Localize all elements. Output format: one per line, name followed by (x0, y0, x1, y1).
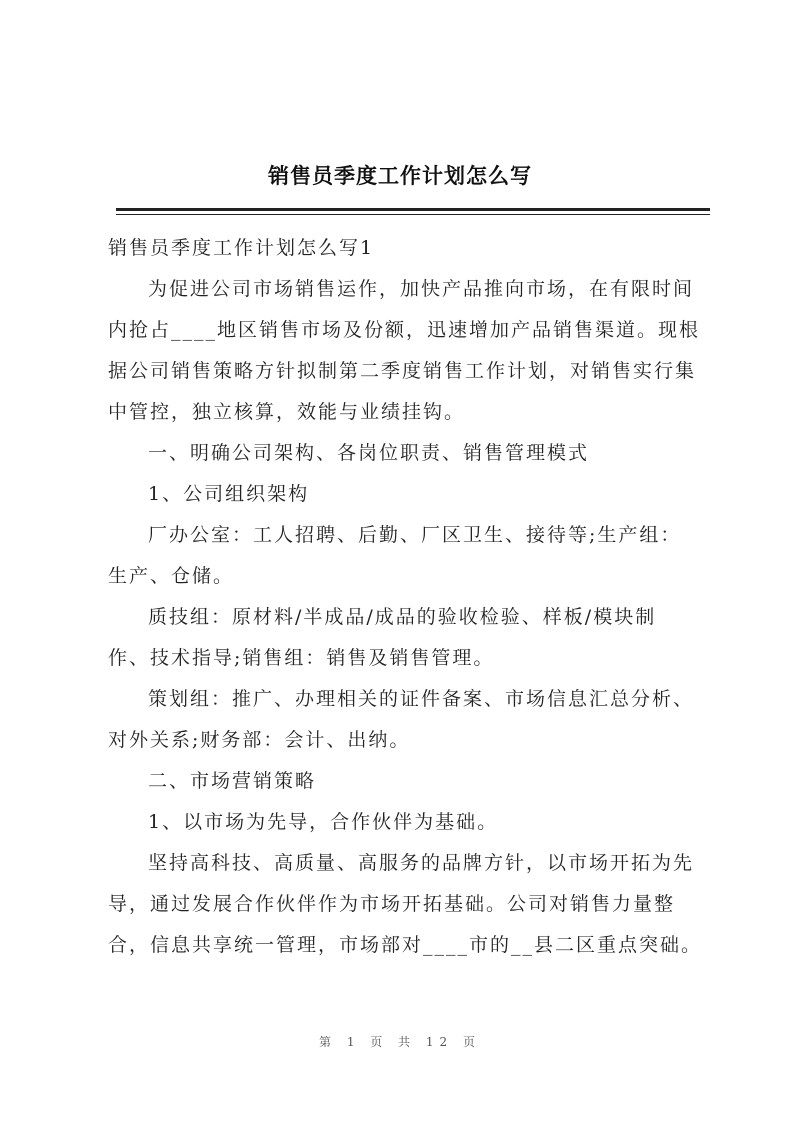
paragraph-line: 厂办公室：工人招聘、后勤、厂区卫生、接待等;生产组： (148, 524, 682, 546)
paragraph-line: 生产、仓储。 (108, 565, 235, 587)
paragraph-line: 质技组：原材料/半成品/成品的验收检验、样板/模块制 (148, 606, 657, 628)
paragraph-line: 合，信息共享统一管理，市场部对____市的__县二区重点突础。 (108, 934, 703, 956)
paragraph-line: 为促进公司市场销售运作，加快产品推向市场，在有限时间 (148, 278, 695, 300)
subsection-heading: 1、公司组织架构 (148, 483, 310, 505)
paragraph-line: 内抢占____地区销售市场及份额，迅速增加产品销售渠道。现根 (108, 319, 701, 341)
paragraph-line: 策划组：推广、办理相关的证件备案、市场信息汇总分析、 (148, 688, 695, 710)
document-body (108, 228, 714, 966)
section-heading: 一、明确公司架构、各岗位职责、销售管理模式 (148, 442, 590, 464)
section-heading: 二、市场营销策略 (148, 770, 317, 792)
paragraph-line: 作、技术指导;销售组：销售及销售管理。 (108, 647, 495, 669)
paragraph-line: 据公司销售策略方针拟制第二季度销售工作计划，对销售实行集 (108, 360, 697, 382)
paragraph-line: 中管控，独立核算，效能与业绩挂钩。 (108, 401, 466, 423)
paragraph-line: 导，通过发展合作伙伴作为市场开拓基础。公司对销售力量整 (108, 893, 676, 915)
subsection-heading: 1、以市场为先导，合作伙伴为基础。 (148, 811, 499, 833)
title-rule-thick (116, 208, 710, 211)
page-number-footer: 第 1 页 共 12 页 (319, 1035, 481, 1049)
paragraph-line: 坚持高科技、高质量、高服务的品牌方针，以市场开拓为先 (148, 852, 695, 874)
document-title: 销售员季度工作计划怎么写 (268, 164, 532, 188)
paragraph-line: 对外关系;财务部：会计、出纳。 (108, 729, 411, 751)
title-rule-thin (116, 214, 710, 215)
subheading: 销售员季度工作计划怎么写1 (108, 237, 375, 259)
